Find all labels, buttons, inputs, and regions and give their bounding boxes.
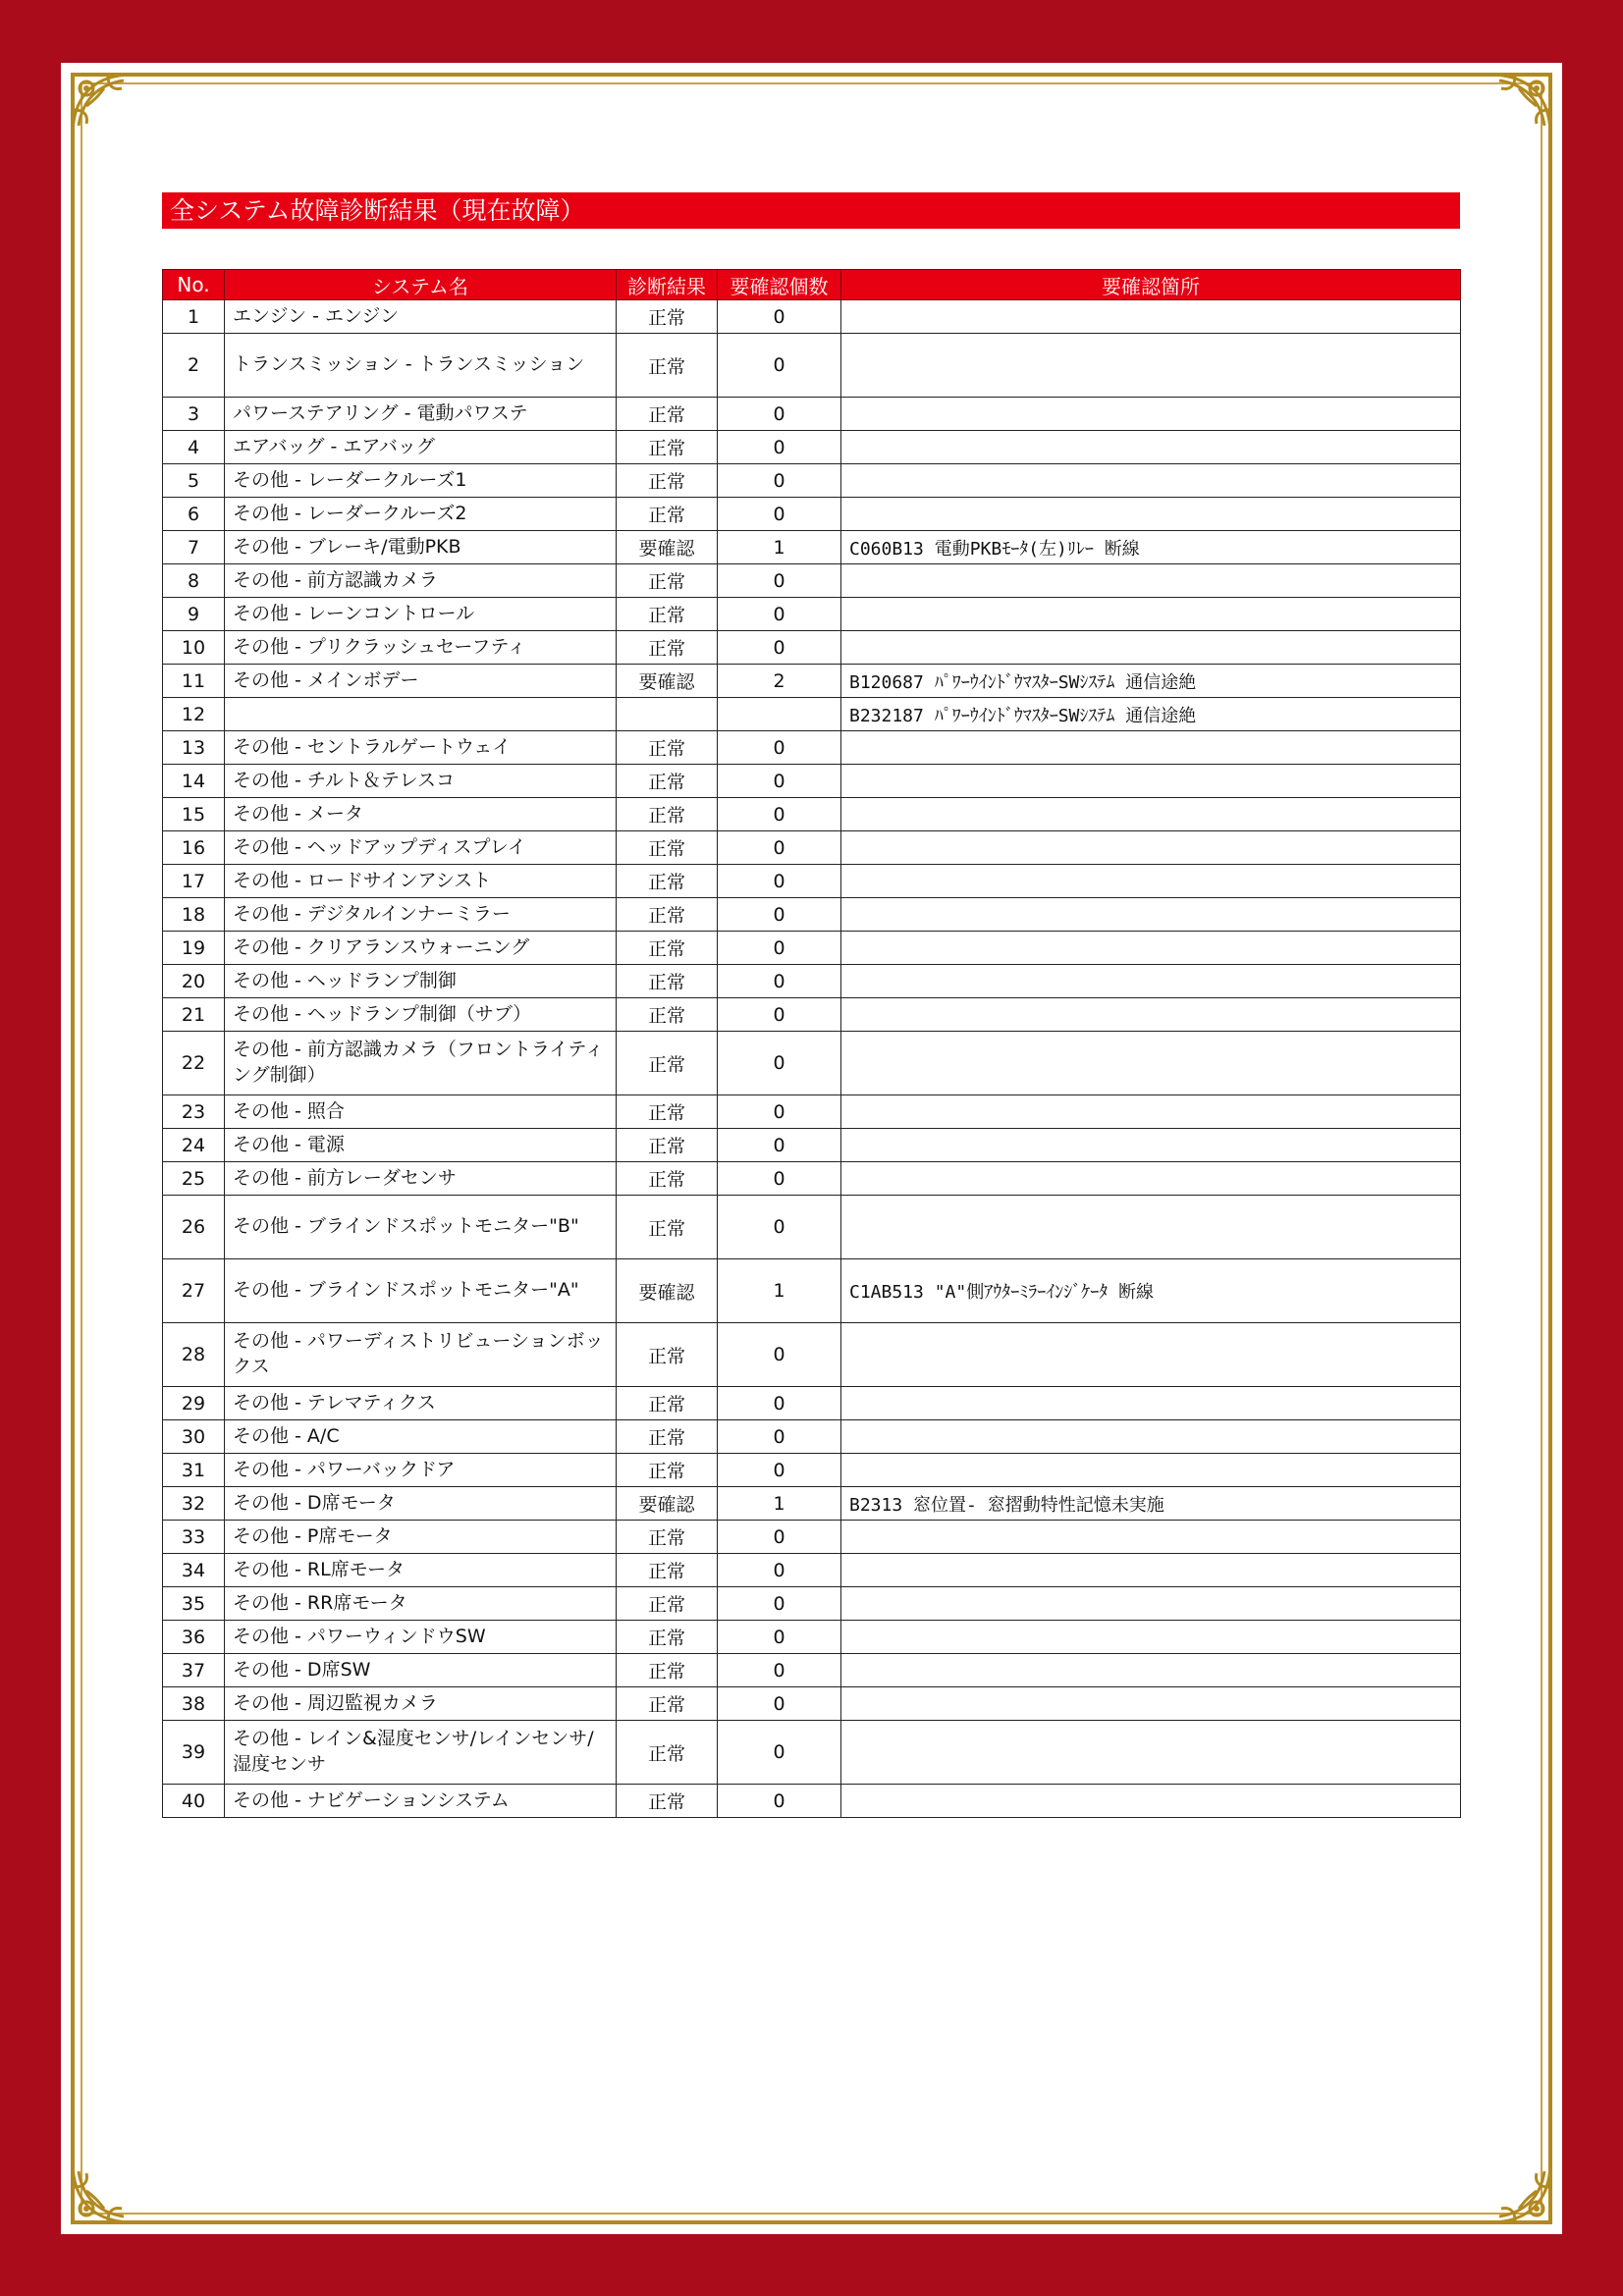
header-system-name: システム名 [225, 270, 617, 300]
check-count: 0 [718, 300, 841, 334]
row-number: 16 [163, 831, 225, 865]
system-name: その他 - RL席モータ [225, 1554, 617, 1587]
system-name: その他 - P席モータ [225, 1521, 617, 1554]
system-name: エアバッグ - エアバッグ [225, 431, 617, 464]
check-count: 0 [718, 731, 841, 765]
row-number: 37 [163, 1654, 225, 1687]
table-row [163, 831, 1461, 865]
row-number: 6 [163, 498, 225, 531]
system-name: その他 - デジタルインナーミラー [225, 898, 617, 932]
table-row [163, 1196, 1461, 1259]
header-check-location: 要確認箇所 [841, 270, 1461, 300]
row-number: 7 [163, 531, 225, 564]
check-location [841, 498, 1461, 531]
system-name: その他 - セントラルゲートウェイ [225, 731, 617, 765]
check-location [841, 334, 1461, 398]
row-number: 13 [163, 731, 225, 765]
system-name: その他 - ブレーキ/電動PKB [225, 531, 617, 564]
row-number: 3 [163, 398, 225, 431]
table-body [163, 300, 1461, 1818]
diagnosis-result: 正常 [617, 1095, 718, 1129]
system-name: その他 - ロードサインアシスト [225, 865, 617, 898]
table-row [163, 665, 1461, 698]
table-row [163, 1721, 1461, 1785]
check-count: 0 [718, 1654, 841, 1687]
check-count: 0 [718, 1521, 841, 1554]
row-number: 9 [163, 598, 225, 631]
system-name: その他 - メータ [225, 798, 617, 831]
header-result: 診断結果 [617, 270, 718, 300]
diagnosis-result: 正常 [617, 1621, 718, 1654]
check-location [841, 765, 1461, 798]
header-check-count: 要確認個数 [718, 270, 841, 300]
table-row [163, 698, 1461, 731]
check-count: 0 [718, 865, 841, 898]
row-number: 14 [163, 765, 225, 798]
row-number: 8 [163, 564, 225, 598]
table-row [163, 1785, 1461, 1818]
check-location [841, 998, 1461, 1032]
diagnosis-result: 正常 [617, 1521, 718, 1554]
table-row [163, 334, 1461, 398]
diagnosis-result: 正常 [617, 598, 718, 631]
table-row [163, 932, 1461, 965]
table-row [163, 598, 1461, 631]
check-location [841, 1095, 1461, 1129]
diagnosis-result: 正常 [617, 398, 718, 431]
table-header-row [163, 270, 1461, 300]
check-location [841, 1196, 1461, 1259]
check-count: 0 [718, 965, 841, 998]
diagnosis-result: 正常 [617, 431, 718, 464]
check-location [841, 398, 1461, 431]
row-number: 4 [163, 431, 225, 464]
check-location [841, 1785, 1461, 1818]
check-count [718, 698, 841, 731]
table-row [163, 1387, 1461, 1420]
diagnosis-result: 要確認 [617, 531, 718, 564]
diagnosis-result: 正常 [617, 932, 718, 965]
diagnosis-result: 正常 [617, 998, 718, 1032]
system-name: その他 - レーダークルーズ1 [225, 464, 617, 498]
check-count: 0 [718, 1129, 841, 1162]
diagnosis-result: 正常 [617, 798, 718, 831]
check-location [841, 431, 1461, 464]
check-count: 0 [718, 1420, 841, 1454]
check-location [841, 1721, 1461, 1785]
table-row [163, 1621, 1461, 1654]
check-location [841, 1654, 1461, 1687]
diagnosis-result: 正常 [617, 1454, 718, 1487]
check-count: 0 [718, 1196, 841, 1259]
check-location [841, 1687, 1461, 1721]
diagnosis-result: 正常 [617, 1162, 718, 1196]
check-count: 0 [718, 1032, 841, 1095]
system-name [225, 698, 617, 731]
system-name: その他 - メインボデー [225, 665, 617, 698]
row-number: 25 [163, 1162, 225, 1196]
check-location [841, 1129, 1461, 1162]
table-row [163, 531, 1461, 564]
row-number: 40 [163, 1785, 225, 1818]
system-name: その他 - パワーディストリビューションボックス [225, 1323, 617, 1387]
check-location [841, 1162, 1461, 1196]
check-location [841, 1323, 1461, 1387]
row-number: 18 [163, 898, 225, 932]
diagnosis-result: 正常 [617, 564, 718, 598]
system-name: その他 - 電源 [225, 1129, 617, 1162]
row-number: 2 [163, 334, 225, 398]
table-row [163, 464, 1461, 498]
row-number: 32 [163, 1487, 225, 1521]
table-row [163, 1454, 1461, 1487]
row-number: 36 [163, 1621, 225, 1654]
system-name: その他 - レーダークルーズ2 [225, 498, 617, 531]
diagnosis-result: 正常 [617, 1420, 718, 1454]
diagnosis-result: 正常 [617, 1785, 718, 1818]
table-row [163, 1687, 1461, 1721]
table-row [163, 1521, 1461, 1554]
check-count: 0 [718, 431, 841, 464]
diagnosis-result: 正常 [617, 334, 718, 398]
check-count: 1 [718, 1259, 841, 1323]
table-row [163, 1129, 1461, 1162]
check-count: 0 [718, 1162, 841, 1196]
table-row [163, 1162, 1461, 1196]
check-location [841, 831, 1461, 865]
corner-ornament-icon [65, 2152, 143, 2230]
row-number: 23 [163, 1095, 225, 1129]
diagnosis-result: 要確認 [617, 1259, 718, 1323]
diagnosis-result: 正常 [617, 1654, 718, 1687]
row-number: 33 [163, 1521, 225, 1554]
system-name: その他 - ヘッドランプ制御（サブ） [225, 998, 617, 1032]
row-number: 5 [163, 464, 225, 498]
diagnosis-result: 正常 [617, 765, 718, 798]
table-row [163, 300, 1461, 334]
table-row [163, 998, 1461, 1032]
check-location [841, 564, 1461, 598]
check-count: 0 [718, 464, 841, 498]
system-name: その他 - レーンコントロール [225, 598, 617, 631]
check-location [841, 300, 1461, 334]
table-row [163, 865, 1461, 898]
check-location [841, 631, 1461, 665]
diagnosis-result: 正常 [617, 1554, 718, 1587]
diagnosis-result: 正常 [617, 865, 718, 898]
row-number: 10 [163, 631, 225, 665]
diagnosis-table [162, 269, 1461, 1818]
check-location [841, 1554, 1461, 1587]
row-number: 34 [163, 1554, 225, 1587]
system-name: その他 - プリクラッシュセーフティ [225, 631, 617, 665]
system-name: その他 - レイン&湿度センサ/レインセンサ/湿度センサ [225, 1721, 617, 1785]
check-location: B120687 ﾊﾟﾜｰｳｲﾝﾄﾞｳﾏｽﾀｰSWｼｽﾃﾑ 通信途絶 [841, 665, 1461, 698]
check-count: 0 [718, 398, 841, 431]
row-number: 29 [163, 1387, 225, 1420]
diagnosis-result: 正常 [617, 898, 718, 932]
row-number: 21 [163, 998, 225, 1032]
row-number: 35 [163, 1587, 225, 1621]
check-location [841, 464, 1461, 498]
table-row [163, 564, 1461, 598]
check-location [841, 1587, 1461, 1621]
row-number: 38 [163, 1687, 225, 1721]
diagnosis-result: 正常 [617, 731, 718, 765]
row-number: 15 [163, 798, 225, 831]
row-number: 20 [163, 965, 225, 998]
check-count: 0 [718, 1554, 841, 1587]
check-location: B232187 ﾊﾟﾜｰｳｲﾝﾄﾞｳﾏｽﾀｰSWｼｽﾃﾑ 通信途絶 [841, 698, 1461, 731]
check-count: 0 [718, 898, 841, 932]
check-location [841, 1454, 1461, 1487]
table-row [163, 1587, 1461, 1621]
check-count: 0 [718, 798, 841, 831]
table-row [163, 1554, 1461, 1587]
table-row [163, 798, 1461, 831]
check-count: 0 [718, 1621, 841, 1654]
check-location: C1AB513 "A"側ｱｳﾀｰﾐﾗｰｲﾝｼﾞｹｰﾀ 断線 [841, 1259, 1461, 1323]
check-count: 0 [718, 1095, 841, 1129]
check-count: 2 [718, 665, 841, 698]
report-title: 全システム故障診断結果（現在故障） [162, 192, 1460, 229]
check-count: 0 [718, 1721, 841, 1785]
table-row [163, 965, 1461, 998]
check-location [841, 598, 1461, 631]
system-name: その他 - 前方認識カメラ [225, 564, 617, 598]
diagnosis-result: 正常 [617, 631, 718, 665]
table-row [163, 1032, 1461, 1095]
system-name: その他 - ブラインドスポットモニター"A" [225, 1259, 617, 1323]
system-name: その他 - ナビゲーションシステム [225, 1785, 617, 1818]
row-number: 26 [163, 1196, 225, 1259]
system-name: その他 - テレマティクス [225, 1387, 617, 1420]
check-location: C060B13 電動PKBﾓｰﾀ(左)ﾘﾚｰ 断線 [841, 531, 1461, 564]
check-location [841, 932, 1461, 965]
table-row [163, 431, 1461, 464]
check-count: 0 [718, 498, 841, 531]
check-count: 0 [718, 998, 841, 1032]
diagnosis-result: 正常 [617, 1587, 718, 1621]
table-row [163, 1323, 1461, 1387]
check-count: 0 [718, 631, 841, 665]
check-location [841, 1621, 1461, 1654]
diagnosis-result: 要確認 [617, 1487, 718, 1521]
check-location [841, 798, 1461, 831]
row-number: 12 [163, 698, 225, 731]
check-location [841, 1521, 1461, 1554]
check-count: 0 [718, 831, 841, 865]
row-number: 1 [163, 300, 225, 334]
corner-ornament-icon [1480, 2152, 1558, 2230]
check-count: 0 [718, 598, 841, 631]
check-count: 0 [718, 1587, 841, 1621]
diagnosis-result: 正常 [617, 1687, 718, 1721]
row-number: 31 [163, 1454, 225, 1487]
row-number: 39 [163, 1721, 225, 1785]
system-name: エンジン - エンジン [225, 300, 617, 334]
diagnosis-result: 正常 [617, 965, 718, 998]
diagnosis-result: 要確認 [617, 665, 718, 698]
system-name: トランスミッション - トランスミッション [225, 334, 617, 398]
system-name: その他 - 前方認識カメラ（フロントライティング制御） [225, 1032, 617, 1095]
check-count: 0 [718, 564, 841, 598]
check-location [841, 1420, 1461, 1454]
row-number: 17 [163, 865, 225, 898]
system-name: その他 - A/C [225, 1420, 617, 1454]
check-count: 0 [718, 932, 841, 965]
system-name: その他 - RR席モータ [225, 1587, 617, 1621]
system-name: その他 - D席SW [225, 1654, 617, 1687]
system-name: その他 - パワーバックドア [225, 1454, 617, 1487]
row-number: 24 [163, 1129, 225, 1162]
check-count: 1 [718, 1487, 841, 1521]
check-location: B2313 窓位置- 窓摺動特性記憶未実施 [841, 1487, 1461, 1521]
diagnosis-result: 正常 [617, 1129, 718, 1162]
check-count: 0 [718, 1387, 841, 1420]
check-count: 0 [718, 1454, 841, 1487]
table-row [163, 765, 1461, 798]
table-row [163, 498, 1461, 531]
table-row [163, 631, 1461, 665]
system-name: その他 - D席モータ [225, 1487, 617, 1521]
diagnosis-result: 正常 [617, 300, 718, 334]
system-name: その他 - ヘッドランプ制御 [225, 965, 617, 998]
row-number: 11 [163, 665, 225, 698]
table-row [163, 731, 1461, 765]
diagnosis-result: 正常 [617, 1721, 718, 1785]
system-name: その他 - 周辺監視カメラ [225, 1687, 617, 1721]
row-number: 19 [163, 932, 225, 965]
check-count: 0 [718, 765, 841, 798]
table-row [163, 398, 1461, 431]
diagnosis-result: 正常 [617, 1323, 718, 1387]
table-row [163, 1487, 1461, 1521]
corner-ornament-icon [65, 67, 143, 145]
row-number: 27 [163, 1259, 225, 1323]
check-location [841, 965, 1461, 998]
system-name: その他 - 前方レーダセンサ [225, 1162, 617, 1196]
system-name: その他 - 照合 [225, 1095, 617, 1129]
diagnosis-result: 正常 [617, 831, 718, 865]
check-location [841, 1032, 1461, 1095]
header-no: No. [163, 270, 225, 300]
check-location [841, 898, 1461, 932]
row-number: 22 [163, 1032, 225, 1095]
row-number: 30 [163, 1420, 225, 1454]
diagnosis-result: 正常 [617, 464, 718, 498]
diagnosis-result: 正常 [617, 498, 718, 531]
diagnosis-result: 正常 [617, 1387, 718, 1420]
table-row [163, 1259, 1461, 1323]
check-location [841, 865, 1461, 898]
corner-ornament-icon [1480, 67, 1558, 145]
system-name: その他 - ヘッドアップディスプレイ [225, 831, 617, 865]
system-name: その他 - パワーウィンドウSW [225, 1621, 617, 1654]
check-count: 1 [718, 531, 841, 564]
table-row [163, 1420, 1461, 1454]
check-location [841, 731, 1461, 765]
system-name: その他 - チルト＆テレスコ [225, 765, 617, 798]
table-row [163, 898, 1461, 932]
check-count: 0 [718, 1323, 841, 1387]
diagnosis-result [617, 698, 718, 731]
system-name: その他 - クリアランスウォーニング [225, 932, 617, 965]
system-name: その他 - ブラインドスポットモニター"B" [225, 1196, 617, 1259]
row-number: 28 [163, 1323, 225, 1387]
check-count: 0 [718, 1687, 841, 1721]
check-count: 0 [718, 334, 841, 398]
diagnosis-result: 正常 [617, 1196, 718, 1259]
table-row [163, 1095, 1461, 1129]
check-location [841, 1387, 1461, 1420]
system-name: パワーステアリング - 電動パワステ [225, 398, 617, 431]
diagnosis-result: 正常 [617, 1032, 718, 1095]
check-count: 0 [718, 1785, 841, 1818]
table-row [163, 1654, 1461, 1687]
